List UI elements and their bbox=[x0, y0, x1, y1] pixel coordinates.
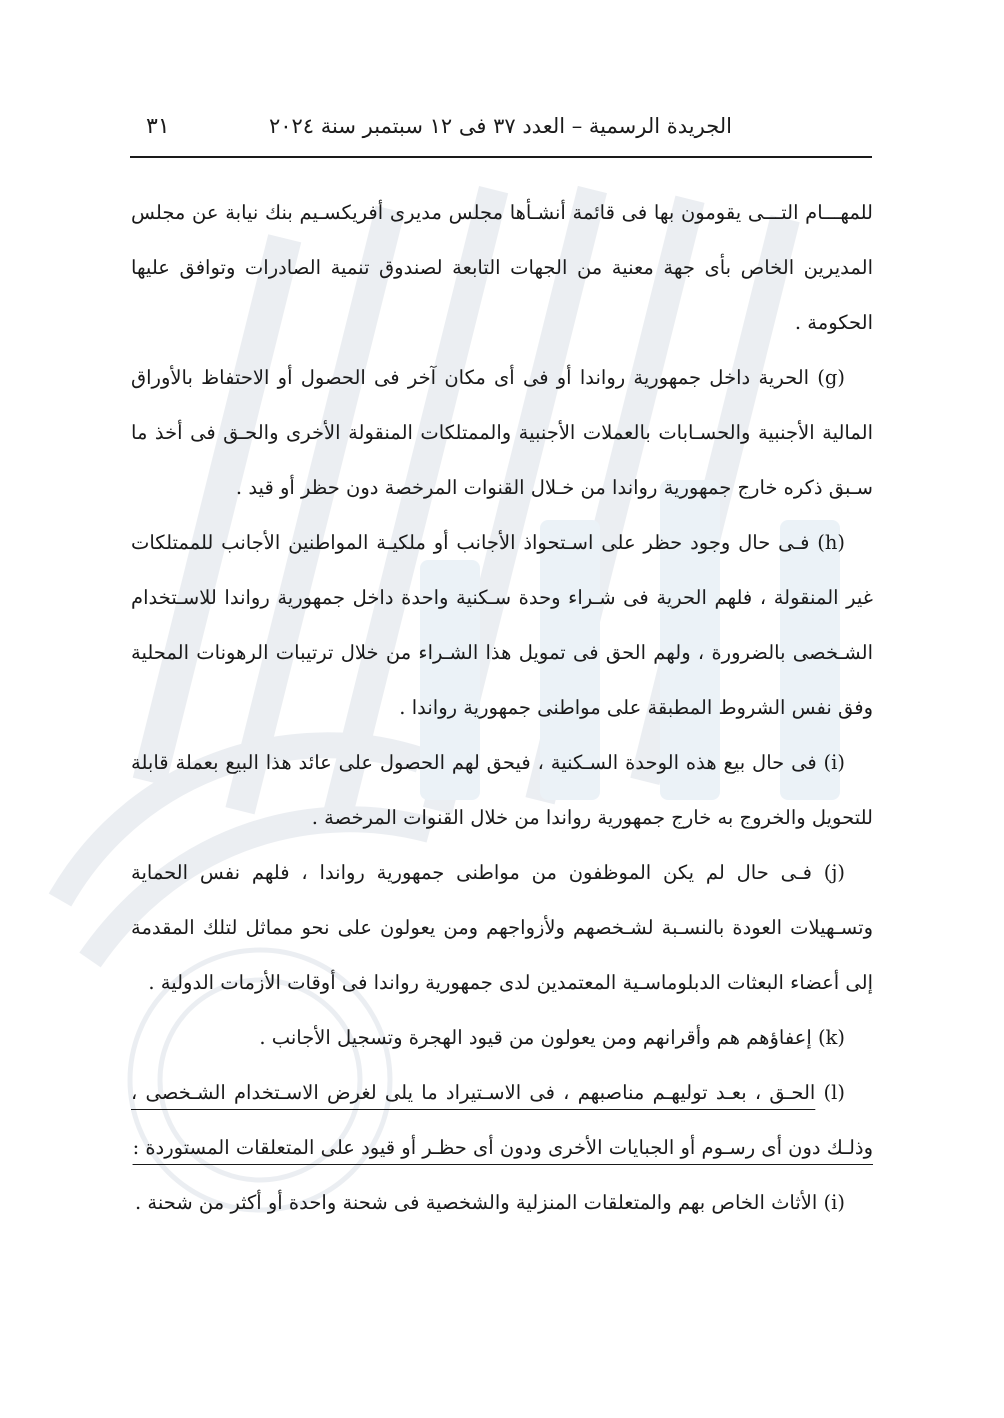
clause-j bbox=[131, 845, 873, 1010]
clause-g bbox=[131, 350, 873, 515]
clause-text: الحرية داخل جمهورية رواندا أو فى أى مكان آخر فى الحصول أو الاحتفاظ بالأوراق المالية الأجنبية والحسـابات بالعملات الأجنبية والممتلكات المنقولة الأخرى والحـق فى أخذ ما سـبق ذكره خارج جمهورية رواندا من خـلال القنوات المرخصة دون حظر أو قيد . bbox=[131, 366, 873, 499]
paragraph-text: للمهـــام التـــى يقومون بها فى قائمة أنشـأها مجلس مديرى أفريكسـيم بنك نيابة عن مجلس المديرين الخاص بأى جهة معنية من الجهات التابعة لصندوق تنمية الصادرات وتوافق عليها الحكومة . bbox=[131, 201, 873, 334]
clause-label: (i) bbox=[823, 1191, 845, 1214]
clause-label: (j) bbox=[823, 861, 845, 884]
gazette-title: الجريدة الرسمية – العدد ٣٧ فى ١٢ سبتمبر سنة ٢٠٢٤ bbox=[268, 114, 732, 138]
clause-label: (g) bbox=[817, 366, 845, 389]
clause-text: فـى حال لم يكن الموظفون من مواطنى جمهورية رواندا ، فلهم نفس الحماية وتسـهيلات العودة بالنسـبة لشـخصهم ولأزواجهم ومن يعولون على نحو مماثل لتلك المقدمة إلى أعضاء البعثات الدبلوماسـية المعتمدين لدى جمهورية رواندا فى أوقات الأزمات الدولية . bbox=[131, 861, 873, 994]
clause-k bbox=[131, 1010, 873, 1065]
clause-label: (i) bbox=[823, 751, 845, 774]
clause-text: إعفاؤهم هم وأقرانهم ومن يعولون من قيود الهجرة وتسجيل الأجانب . bbox=[259, 1026, 812, 1049]
clause-h bbox=[131, 515, 873, 735]
header-divider bbox=[130, 156, 872, 158]
clause-label: (k) bbox=[817, 1026, 845, 1049]
clause-l bbox=[131, 1065, 873, 1175]
clause-text: فى حال بيع هذه الوحدة السـكنية ، فيحق لهم الحصول على عائد هذا البيع بعملة قابلة للتحويل والخروج به خارج جمهورية رواندا من خلال القنوات المرخصة . bbox=[131, 751, 873, 829]
clause-label: (l) bbox=[823, 1081, 845, 1104]
clause-text: الحـق ، بعـد توليهـم مناصبهم ، فى الاسـتيراد ما يلى لغرض الاسـتخدام الشـخصى ، وذلـك دون أى رسـوم أو الجبايات الأخرى ودون أى حظـر أو قيود على المتعلقات المستوردة : bbox=[131, 1081, 873, 1159]
document-body bbox=[131, 185, 873, 1230]
clause-text: الأثاث الخاص بهم والمتعلقات المنزلية والشخصية فى شحنة واحدة أو أكثر من شحنة . bbox=[135, 1191, 818, 1214]
page-header bbox=[130, 108, 872, 152]
clause-label: (h) bbox=[817, 531, 845, 554]
clause-i bbox=[131, 735, 873, 845]
paragraph-continuation bbox=[131, 185, 873, 350]
sub-clause-i bbox=[131, 1175, 873, 1230]
page-number: ٣١ bbox=[146, 114, 170, 139]
clause-text: فـى حال وجود حظر على اسـتحواذ الأجانب أو ملكيـة المواطنين الأجانب للممتلكات غير المنقولة ، فلهم الحرية فى شـراء وحدة سـكنية واحدة داخل جمهورية رواندا للاسـتخدام الشـخصى بالضرورة ، ولهم الحق فى تمويل هذا الشـراء من خلال ترتيبات الرهونات المحلية وفق نفس الشروط المطبقة على مواطنى جمهورية رواندا . bbox=[131, 531, 873, 719]
